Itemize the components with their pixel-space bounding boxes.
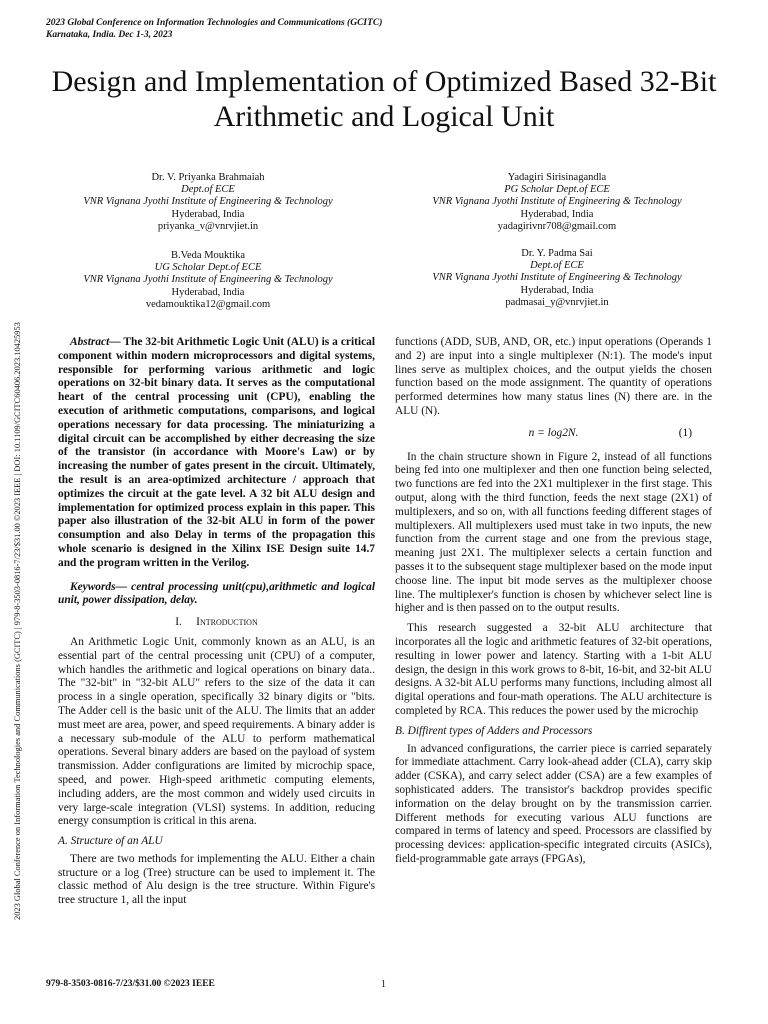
author-dept: PG Scholar Dept.of ECE bbox=[504, 184, 610, 196]
conference-line-2: Karnataka, India. Dec 1-3, 2023 bbox=[46, 30, 173, 40]
conference-line-1: 2023 Global Conference on Information Technologies and Communications (GCITC) bbox=[46, 18, 383, 28]
author-dept: Dept.of ECE bbox=[530, 260, 584, 272]
author-institute: VNR Vignana Jyothi Institute of Engineering & Technology bbox=[432, 272, 682, 284]
author-block-2 bbox=[395, 172, 719, 233]
author-city: Hyderabad, India bbox=[520, 208, 594, 220]
author-institute: VNR Vignana Jyothi Institute of Engineering & Technology bbox=[432, 196, 682, 208]
author-institute: VNR Vignana Jyothi Institute of Engineering & Technology bbox=[83, 196, 333, 208]
adders-paragraph: In advanced configurations, the carrier piece is carried separately for immediate attachment. Carry look-ahead adder (CLA), carry skip adder (CSKA), and carry select adder (CSA) are a few examples of sophisticated adders. The transistor's backdrop provides specific information on the delay brought on by the transmission carrier. Different methods for executing various ALU functions are compared in terms of latency and speed. Processors are classified by processing devices: application-specific integrated circuits (ASICs), field-programmable gate arrays (FPGAs), bbox=[395, 742, 712, 865]
author-city: Hyderabad, India bbox=[171, 286, 245, 298]
abstract-label: Abstract— bbox=[70, 336, 121, 348]
author-dept: UG Scholar Dept.of ECE bbox=[154, 262, 262, 274]
subsection-heading-structure: A. Structure of an ALU bbox=[58, 835, 163, 848]
keywords: Keywords— central processing unit(cpu),arithmetic and logical unit, power dissipation, delay. bbox=[58, 580, 375, 607]
author-email[interactable]: padmasai_y@vnrvjiet.in bbox=[505, 296, 609, 308]
proposed-architecture-paragraph: This research suggested a 32-bit ALU architecture that incorporates all the logic and arithmetic features of 32-bit operations, resulting in lower power and latency. Starting with a 1-bit ALU design, the design in this work grows to 8-bit, 16-bit, and 32-bit ALU designs. A 32-bit ALU performs many functions, including almost all digital operations and four-math operations. The ALU architecture is completed by RCA. This reduces the power used by the microchip bbox=[395, 622, 712, 717]
author-block-3 bbox=[58, 250, 358, 311]
abstract-text: The 32-bit Arithmetic Logic Unit (ALU) is a critical component within modern microprocessors and digital systems, responsible for performing various arithmetic and logic operations on 32-bit binary data. It serves as the computational heart of the central processing unit (CPU), enabling the execution of arithmetic computations, comparisons, and logical operations necessary for data processing. The miniaturizing a digital circuit can be accomplished by either decreasing the size of the transistor (in accordance with Moore's Law) or by increasing the number of gates present in the circuit. Ultimately, the result is an area-optimized architecture / approach that optimizes the circuit at the gate level. A 32 bit ALU design and implementation for optimized process explain in this paper. This paper also illustration of the 32-bit ALU in form of the power consumption and also Delay in terms of the propagation this whole scenario is designed in the Xilinx ISE Design suite 14.7 and the program written in the Verilog. bbox=[58, 336, 375, 569]
author-email[interactable]: priyanka_v@vnrvjiet.in bbox=[157, 220, 259, 232]
section-heading-introduction bbox=[58, 616, 375, 630]
paper-title: Design and Implementation of Optimized Based 32-Bit Arithmetic and Logical Unit bbox=[51, 65, 717, 133]
subsection-heading-adders: B. Diffirent types of Adders and Processors bbox=[395, 724, 593, 737]
footer-copyright: 979-8-3503-0816-7/23/$31.00 ©2023 IEEE bbox=[46, 979, 215, 989]
right-column bbox=[395, 336, 712, 867]
section-number: I. bbox=[175, 616, 182, 629]
left-column bbox=[58, 336, 375, 908]
author-institute: VNR Vignana Jyothi Institute of Engineering & Technology bbox=[83, 274, 333, 286]
author-name: Yadagiri Sirisinagandla bbox=[507, 172, 607, 183]
author-name: Dr. Y. Padma Sai bbox=[521, 248, 593, 259]
author-city: Hyderabad, India bbox=[520, 284, 594, 296]
author-email[interactable]: yadagirivnr708@gmail.com bbox=[497, 220, 617, 232]
chain-structure-paragraph: In the chain structure shown in Figure 2, instead of all functions being fed into one multiplexer and then one function being selected, two functions are fed into the 2X1 multiplexer in the first stage. This output, along with the third function, feeds the next stage (2X1) of multiplexers, and so on, with all functions feeding different stages of multiplexers. All multiplexers used must take in two inputs, the new function from the current stage and one from the previous stage, meaning just 2X1. The multiplexer selects a certain function and passes it to the subsequent stage multiplexer based on the mode input choose line. The input bit mode serves as the multiplexer choose line. The multiplexer's function is chosen by whichever select line is higher and is then passed on to the output results. bbox=[395, 450, 712, 615]
side-doi-text: 2023 Global Conference on Information Technologies and Communications (GCITC) | 979-8-3503-0816-7/23/$31.00 ©2023 IEEE | DOI: 10.1109/GCITC60406.2023.10425953 bbox=[13, 322, 22, 920]
functions-paragraph: functions (ADD, SUB, AND, OR, etc.) input operations (Operands 1 and 2) are input into a single multiplexer (N:1). The mode's input lines serve as multiplex choices, and the output yields the chosen function based on the mode assignment. The quantity of operations performed determines how many status lines (N) there are. in the ALU (N). bbox=[395, 336, 712, 417]
structure-paragraph: There are two methods for implementing the ALU. Either a chain structure or a log (Tree) structure can be used to implement it. The classic method of Alu design is the tree structure. Within Figure's tree structure 1, all the input bbox=[58, 852, 375, 907]
page-number: 1 bbox=[381, 979, 386, 990]
author-name: B.Veda Mouktika bbox=[170, 250, 246, 261]
author-name: Dr. V. Priyanka Brahmaiah bbox=[151, 172, 265, 183]
equation-1 bbox=[395, 427, 712, 441]
intro-paragraph: An Arithmetic Logic Unit, commonly known as an ALU, is an essential part of the central processing unit (CPU) of a computer, which handles the arithmetic and logical operations on binary data.. The "32-bit" in "32-bit ALU" refers to the size of the data it can process in a single operation, specifically 32 binary digits or "bits. The Adder cell is the basic unit of the ALU. The limits that an adder must meet are area, power, and speed requirements. A binary adder is a necessary sub-module of the ALU to perform mathematical operations. Several binary adders are based on the payload of system transmission. Adder configurations are limited by microchip space, speed, and power. High-speed arithmetic computing elements, including adders, are the most common and widely used circuits in very large-scale integration (VLSI) systems. In addition, reducing energy consumption is critical in this arena. bbox=[58, 635, 375, 828]
equation-number: (1) bbox=[678, 426, 692, 439]
equation-text: n = log2N. bbox=[528, 426, 579, 439]
author-block-4 bbox=[395, 248, 719, 309]
author-block-1 bbox=[58, 172, 358, 233]
section-title: Introduction bbox=[196, 616, 258, 629]
author-email[interactable]: vedamouktika12@gmail.com bbox=[145, 298, 271, 310]
abstract bbox=[58, 336, 375, 571]
author-dept: Dept.of ECE bbox=[181, 184, 235, 196]
author-city: Hyderabad, India bbox=[171, 208, 245, 220]
conference-header bbox=[46, 17, 382, 41]
